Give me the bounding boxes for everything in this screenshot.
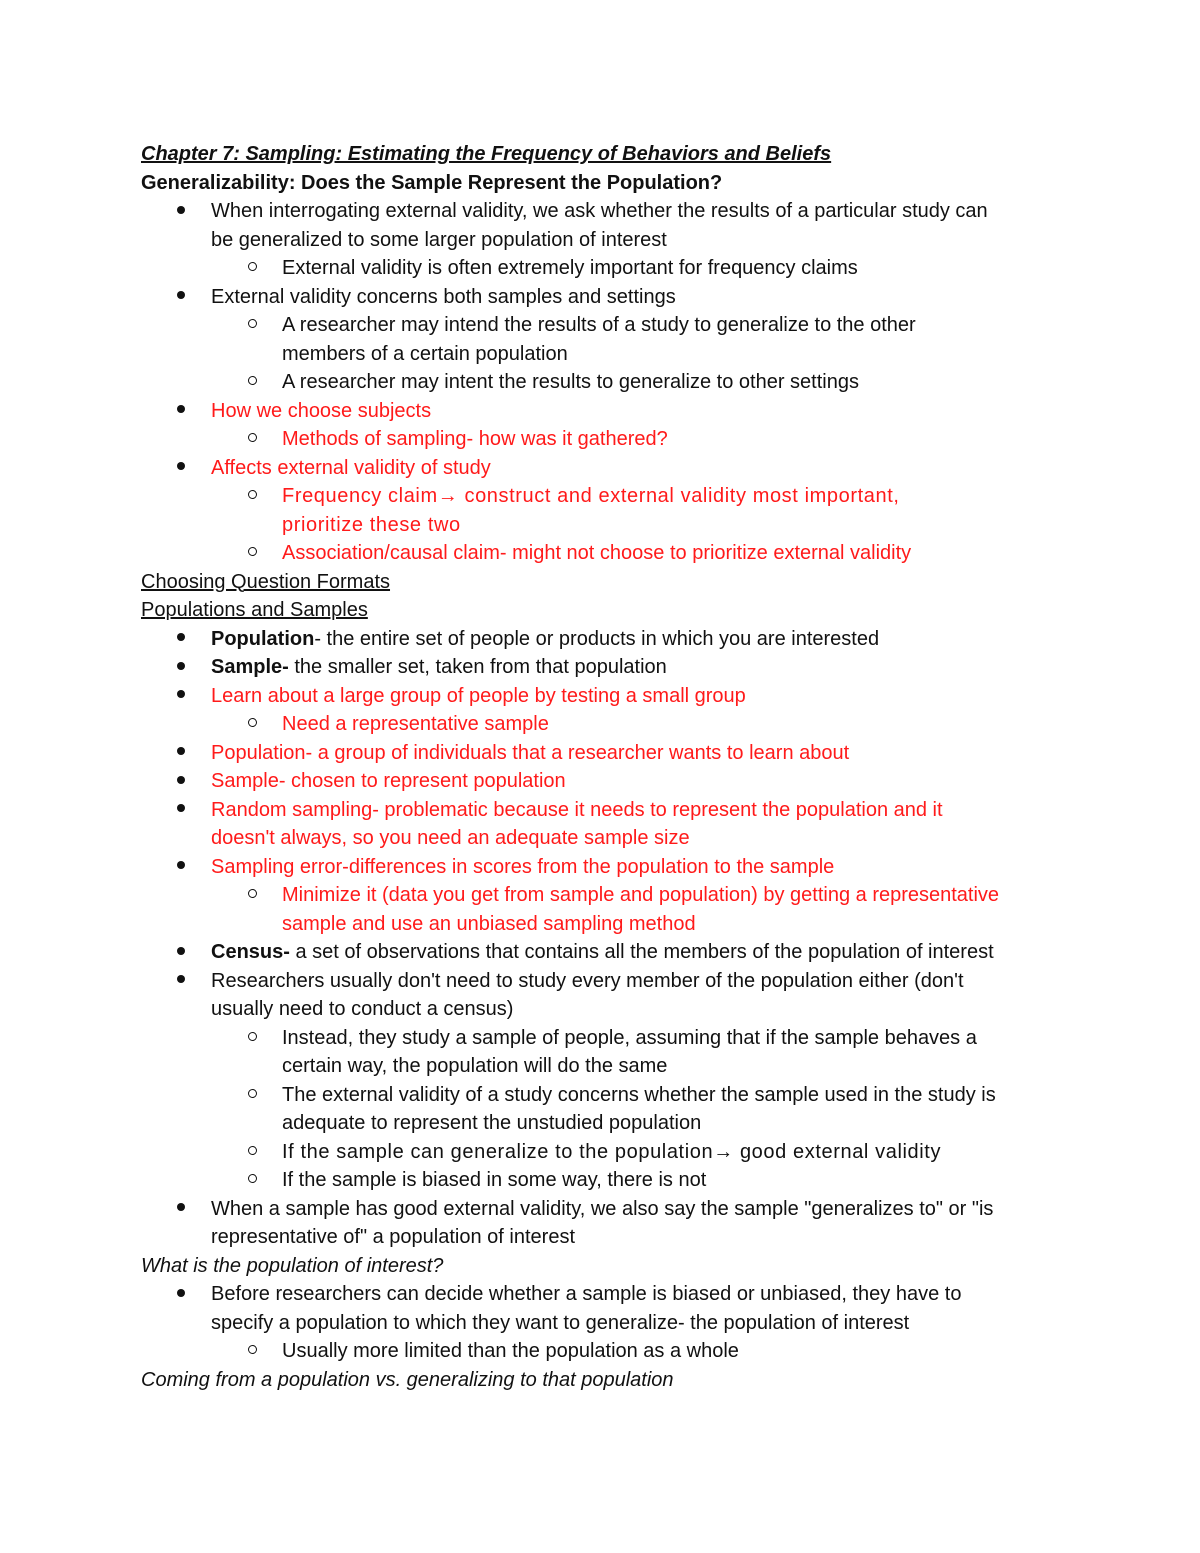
list-item: A researcher may intend the results of a study to generalize to the other members of a certain population <box>141 311 1071 368</box>
list-item: Minimize it (data you get from sample and population) by getting a representative sample and use an unbiased sampling method <box>141 881 1071 938</box>
bullet-icon <box>177 1195 185 1224</box>
circle-bullet-icon <box>248 482 257 511</box>
circle-bullet-icon <box>248 368 257 397</box>
bullet-icon <box>177 397 185 426</box>
list-item: Sample- the smaller set, taken from that population <box>141 653 1071 682</box>
bullet-icon <box>177 454 185 483</box>
list-item: Instead, they study a sample of people, assuming that if the sample behaves a certain way, the population will do the same <box>141 1024 1071 1081</box>
list-item: Sampling error-differences in scores from the population to the sample <box>141 853 1071 882</box>
list-item: Learn about a large group of people by testing a small group <box>141 682 1071 711</box>
chapter-title: Chapter 7: Sampling: Estimating the Frequency of Behaviors and Beliefs <box>141 143 832 165</box>
list-item: External validity concerns both samples and settings <box>141 283 1071 312</box>
list-item: When interrogating external validity, we ask whether the results of a particular study can be generalized to some larger population of interest <box>141 197 1071 254</box>
bullet-icon <box>177 625 185 654</box>
section-heading-generalizability: Generalizability: Does the Sample Represent the Population? <box>141 171 723 194</box>
circle-bullet-icon <box>248 710 257 739</box>
list-item: Census- a set of observations that contains all the members of the population of interest <box>141 938 1071 967</box>
bullet-icon <box>177 853 185 882</box>
list-item: Association/causal claim- might not choose to prioritize external validity <box>141 539 1071 568</box>
bullet-icon <box>177 767 185 796</box>
circle-bullet-icon <box>248 1138 257 1167</box>
circle-bullet-icon <box>248 1024 257 1053</box>
circle-bullet-icon <box>248 311 257 340</box>
list-item: Need a representative sample <box>141 710 1071 739</box>
circle-bullet-icon <box>248 1081 257 1110</box>
section-heading-question-formats: Choosing Question Formats <box>141 570 391 593</box>
list-item: Usually more limited than the population as a whole <box>141 1337 1071 1366</box>
list-item: Sample- chosen to represent population <box>141 767 1071 796</box>
list-item: Affects external validity of study <box>141 454 1071 483</box>
circle-bullet-icon <box>248 1166 257 1195</box>
document-content <box>141 140 1071 1394</box>
bullet-icon <box>177 967 185 996</box>
section-heading-population-of-interest: What is the population of interest? <box>141 1254 444 1277</box>
list-item: When a sample has good external validity, we also say the sample "generalizes to" or "is representative of" a population of interest <box>141 1195 1071 1252</box>
bullet-icon <box>177 653 185 682</box>
circle-bullet-icon <box>248 425 257 454</box>
circle-bullet-icon <box>248 881 257 910</box>
list-item: Frequency claim→ construct and external validity most important, prioritize these two <box>141 482 1071 539</box>
list-item: Population- a group of individuals that a researcher wants to learn about <box>141 739 1071 768</box>
circle-bullet-icon <box>248 254 257 283</box>
list-item: If the sample can generalize to the population→ good external validity <box>141 1138 1071 1167</box>
section-heading-populations-samples: Populations and Samples <box>141 599 368 621</box>
list-item: Before researchers can decide whether a sample is biased or unbiased, they have to specify a population to which they want to generalize- the population of interest <box>141 1280 1071 1337</box>
list-item: Researchers usually don't need to study every member of the population either (don't usually need to conduct a census) <box>141 967 1071 1024</box>
list-item: If the sample is biased in some way, there is not <box>141 1166 1071 1195</box>
list-item: A researcher may intent the results to generalize to other settings <box>141 368 1071 397</box>
circle-bullet-icon <box>248 1337 257 1366</box>
bullet-icon <box>177 1280 185 1309</box>
bullet-icon <box>177 938 185 967</box>
bullet-icon <box>177 283 185 312</box>
circle-bullet-icon <box>248 539 257 568</box>
bullet-icon <box>177 739 185 768</box>
list-item: External validity is often extremely important for frequency claims <box>141 254 1071 283</box>
list-item: The external validity of a study concerns whether the sample used in the study is adequate to represent the unstudied population <box>141 1081 1071 1138</box>
bullet-icon <box>177 197 185 226</box>
bullet-icon <box>177 796 185 825</box>
list-item: Methods of sampling- how was it gathered? <box>141 425 1071 454</box>
bullet-icon <box>177 682 185 711</box>
section-heading-coming-from-population: Coming from a population vs. generalizing to that population <box>141 1368 674 1391</box>
list-item: Random sampling- problematic because it needs to represent the population and it doesn't always, so you need an adequate sample size <box>141 796 1071 853</box>
list-item: Population- the entire set of people or products in which you are interested <box>141 625 1071 654</box>
list-item: How we choose subjects <box>141 397 1071 426</box>
